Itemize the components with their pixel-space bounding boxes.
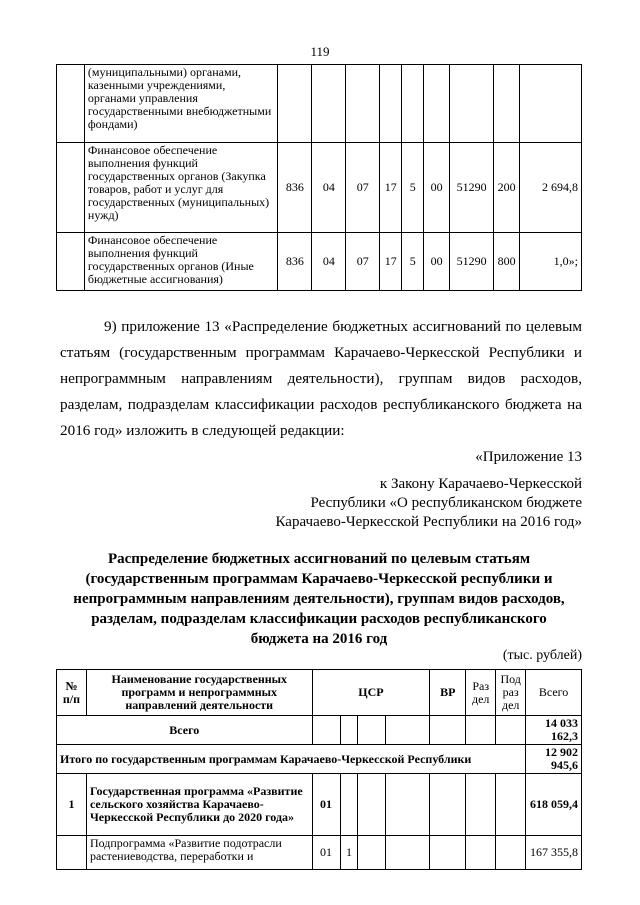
appendix-line: к Закону Карачаево-Черкесской [379, 476, 582, 492]
cell: 07 [346, 233, 380, 291]
total-label: Всего [57, 716, 313, 745]
cell: 200 [494, 143, 520, 233]
header-podrazdel: Под раз дел [496, 670, 526, 716]
row-csr3 [358, 774, 386, 836]
paragraph-line: разделам, подразделам классификации расходов республиканского бюджета на [60, 396, 582, 413]
title-line: Распределение бюджетных ассигнований по целевым статьям [107, 551, 531, 567]
header-name: Наименование государственных программ и непрограммных направлений деятельности [86, 670, 312, 716]
row-vr [430, 836, 466, 870]
cell: 17 [380, 143, 402, 233]
row-csr2: 1 [340, 836, 358, 870]
cell: 5 [402, 233, 424, 291]
row-podrazdel [496, 774, 526, 836]
row-num: 1 [57, 774, 87, 836]
page-number: 119 [310, 44, 330, 59]
table-row [57, 233, 582, 291]
header-num: № п/п [57, 670, 87, 716]
cell: 836 [278, 233, 312, 291]
row-name: Финансовое обеспечение выполнения функций государственных органов (Иные бюджетные ассигнования) [84, 233, 278, 291]
continued-table [56, 64, 582, 291]
units-label: (тыс. рублей) [502, 648, 582, 663]
paragraph-line: непрограммным направлениям деятельности), группам видов расходов, [60, 370, 582, 387]
table-row [57, 836, 582, 870]
cell: 00 [424, 143, 450, 233]
cell: 04 [312, 143, 346, 233]
table-row [57, 65, 582, 143]
row-total: 167 355,8 [526, 836, 582, 870]
row-total: 618 059,4 [526, 774, 582, 836]
header-total: Всего [526, 670, 582, 716]
cell: 800 [494, 233, 520, 291]
budget-table [56, 669, 582, 870]
appendix-line: «Приложение 13 [475, 449, 582, 465]
row-razdel [466, 774, 496, 836]
header-row [57, 670, 582, 716]
total-value: 14 033 162,3 [526, 716, 582, 745]
header-razdel: Раз дел [466, 670, 496, 716]
title-line: разделам, подразделам классификации расходов республиканского [91, 611, 547, 627]
row-name: Финансовое обеспечение выполнения функций государственных органов (Закупка товаров, работ и услуг для государственных (муниципальных) нужд) [84, 143, 278, 233]
appendix-reference [276, 475, 583, 532]
cell: 51290 [450, 143, 494, 233]
appendix-heading [475, 448, 582, 467]
document-title [56, 549, 582, 649]
cell-amount: 2 694,8 [520, 143, 582, 233]
row-csr4 [386, 836, 430, 870]
row-vr [430, 774, 466, 836]
cell: 07 [346, 143, 380, 233]
paragraph-line: 2016 год» изложить в следующей редакции: [60, 422, 345, 439]
appendix-line: Республики «О республиканском бюджете [310, 495, 582, 511]
table-row [57, 774, 582, 836]
paragraph-line: 9) приложение 13 «Распределение бюджетных ассигнований по целевым [104, 318, 582, 335]
header-vr: ВР [430, 670, 466, 716]
cell: 836 [278, 143, 312, 233]
cell: 5 [402, 143, 424, 233]
row-name: Подпрограмма «Развитие подотрасли растениеводства, переработки и [86, 836, 312, 870]
programs-total-label: Итого по государственным программам Карачаево-Черкесской Республики [57, 745, 526, 774]
row-num [57, 836, 87, 870]
programs-total-row [57, 745, 582, 774]
header-csr: ЦСР [312, 670, 430, 716]
row-csr2 [340, 774, 358, 836]
paragraph-line: статьям (государственным программам Карачаево-Черкесской Республики и [60, 344, 582, 361]
cell: 51290 [450, 233, 494, 291]
body-paragraph [60, 314, 582, 444]
row-razdel [466, 836, 496, 870]
cell-amount: 1,0»; [520, 233, 582, 291]
title-line: непрограммным направлениям деятельности), группам видов расходов, [73, 591, 565, 607]
total-row [57, 716, 582, 745]
cell: 00 [424, 233, 450, 291]
row-csr1: 01 [312, 836, 340, 870]
cell: 04 [312, 233, 346, 291]
row-csr3 [358, 836, 386, 870]
programs-total-value: 12 902 945,6 [526, 745, 582, 774]
row-csr4 [386, 774, 430, 836]
title-line: (государственным программам Карачаево-Черкесской республики и [85, 571, 553, 587]
cell: 17 [380, 233, 402, 291]
row-csr1: 01 [312, 774, 340, 836]
appendix-line: Карачаево-Черкесской Республики на 2016 год» [275, 514, 582, 530]
title-line: бюджета на 2016 год [250, 631, 388, 647]
row-name: (муниципальными) органами, казенными учреждениями, органами управления государственными внебюджетными фондами) [84, 65, 278, 143]
table-row [57, 143, 582, 233]
row-podrazdel [496, 836, 526, 870]
row-name: Государственная программа «Развитие сельского хозяйства Карачаево-Черкесской Республики до 2020 года» [86, 774, 312, 836]
